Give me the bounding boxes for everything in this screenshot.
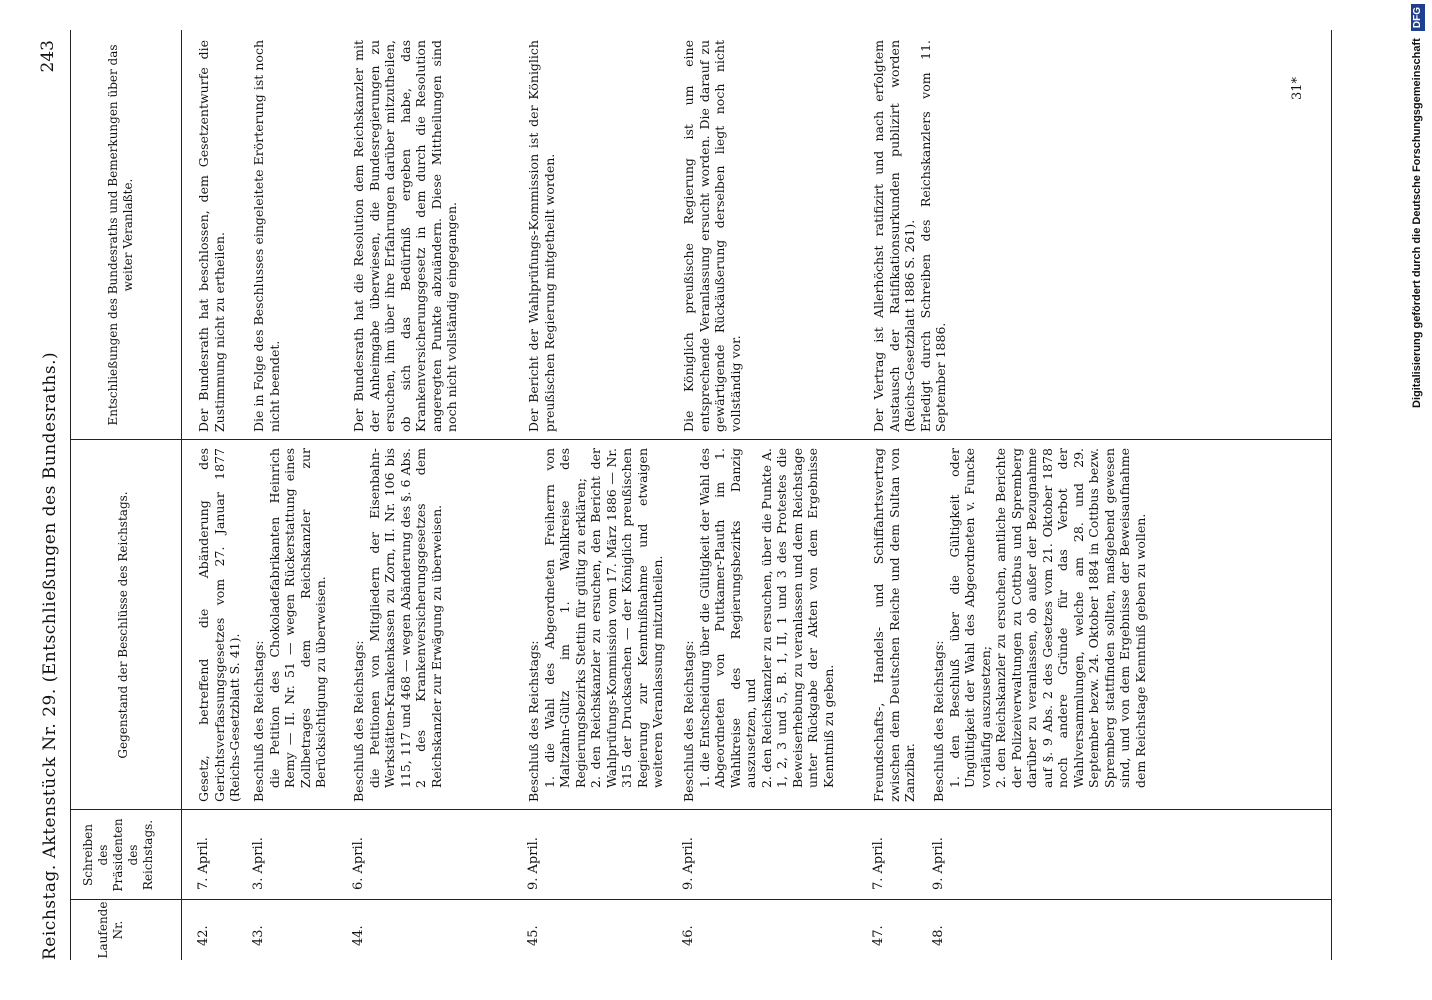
dfg-logo: DFG: [1411, 4, 1425, 31]
page-number: 243: [38, 40, 58, 73]
subject-paragraph: Gesetz, betreffend die Abänderung des Gerichtsverfassungsgesetzes vom 27. Januar 1877 (Reichs-Gesetzblatt S. 41).: [196, 448, 242, 802]
row-resolution: [526, 40, 557, 432]
row-date: 6. April.: [351, 837, 366, 890]
col-header-subject: Gegenstand der Beschlüsse des Reichstags.: [116, 491, 130, 759]
page-header: [20, 40, 70, 960]
row-number: 42.: [196, 925, 211, 946]
col-header-date: Schreiben des Präsidenten des Reichstags.: [81, 818, 155, 892]
subject-paragraph: 2. den Reichskanzler zu ersuchen, den Bericht der Wahlprüfungs-Kommission vom 17. März 1886 — Nr. 315 der Drucksachen — der Königlich preußischen Regierung zur Kenntnißnahme und etwaigen weiteren Veranlassung mitzutheilen.: [588, 448, 665, 788]
row-date: 9. April.: [681, 837, 696, 890]
header-rule: [181, 30, 182, 960]
col-header-num: Laufende Nr.: [96, 901, 125, 959]
row-number: 45.: [526, 925, 541, 946]
resolution-paragraph: Die Königlich preußische Regierung ist um eine entsprechende Veranlassung ersucht worden. Die darauf zu gewärtigende Rückäußerung derselben liegt noch nicht vollständig vor.: [681, 40, 743, 432]
subject-paragraph: Freundschafts-, Handels- und Schiffahrtsvertrag zwischen dem Deutschen Reiche und dem Sultan von Zanzibar.: [871, 448, 917, 802]
row-resolution: [351, 40, 460, 432]
row-subject: [351, 448, 444, 802]
row-resolution: [871, 40, 949, 432]
row-subject: [251, 448, 329, 802]
subject-paragraph: Beschluß des Reichstags:: [526, 640, 541, 802]
row-number: 47.: [871, 925, 886, 946]
column-rule: [71, 439, 1331, 440]
resolution-paragraph: Der Vertrag ist Allerhöchst ratifizirt und nach erfolgtem Austausch der Ratifikationsurkunden publizirt worden (Reichs-Gesetzblatt 1886 S. 261).: [871, 40, 917, 432]
subject-paragraph: 1. die Entscheidung über die Gültigkeit der Wahl des Abgeordneten von Puttkamer-Plauth im 1. Wahlkreise des Regierungsbezirks Danzig auszusetzen, und: [696, 448, 758, 788]
subject-paragraph: Beschluß des Reichstags:: [351, 640, 366, 802]
row-date: 9. April.: [931, 837, 946, 890]
resolution-paragraph: Der Bundesrath hat die Resolution dem Reichskanzler mit der Anheimgabe überwiesen, die Bundesregierungen zu ersuchen, ihm über ihre Erfahrungen darüber mitzutheilen, ob sich das Bedürfniß ergeben habe, das Krankenversicherungsgesetz in dem durch die Resolution angeregten Punkte abzuändern. Diese Mittheilungen sind noch nicht vollständig eingegangen.: [351, 40, 459, 432]
sidebar-text: Digitalisierung gefördert durch die Deutsche Forschungsgemeinschaft: [1411, 38, 1423, 408]
subject-paragraph: 1. die Wahl des Abgeordneten Freiherrn von Maltzahn-Gültz im 1. Wahlkreise des Regierungsbezirks Stettin für gültig zu erklären;: [541, 448, 588, 788]
row-number: 44.: [351, 925, 366, 946]
resolution-paragraph: Der Bundesrath hat beschlossen, dem Gesetzentwurfe die Zustimmung nicht zu ertheilen.: [196, 40, 227, 432]
row-subject: [681, 448, 836, 802]
digitization-sidebar: [1406, 0, 1428, 1000]
row-date: 3. April.: [251, 837, 266, 890]
row-number: 46.: [681, 925, 696, 946]
row-subject: [526, 448, 666, 802]
running-title: Reichstag. Aktenstück Nr. 29. (Entschließungen des Bundesraths.): [40, 351, 60, 960]
row-date: 7. April.: [196, 837, 211, 890]
row-number: 43.: [251, 925, 266, 946]
subject-paragraph: 2. den Reichskanzler zu ersuchen, amtliche Berichte der Polizeiverwaltungen zu Cottbus und Spremberg darüber zu veranlassen, ob außer der Bezugnahme auf §. 9 Abs. 2 des Gesetzes vom 21. Oktober 1878 noch andere Gründe für das Verbot der Wahlversammlungen, welche am 28. und 29. September bezw. 24. Oktober 1884 in Cottbus bezw. Spremberg stattfinden sollten, maßgebend gewesen sind, und von dem Ergebnisse der Beweisaufnahme dem Reichstage Kenntniß geben zu wollen.: [993, 448, 1148, 788]
subject-paragraph: 1. den Beschluß über die Gültigkeit oder Ungültigkeit der Wahl des Abgeordneten v. Funcke vorläufig auszusetzen;: [946, 448, 993, 788]
column-rule: [71, 809, 1331, 810]
row-resolution: [251, 40, 282, 432]
row-date: 9. April.: [526, 837, 541, 890]
subject-paragraph: die Petitionen von Mitgliedern der Eisenbahn-Werkstätten-Krankenkassen zu Zorn, II. Nr. 106 bis 115, 117 und 468 — wegen Abänderung des §. 6 Abs. 2 des Krankenversicherungsgesetzes dem Reichskanzler zur Erwägung zu überweisen.: [366, 448, 444, 788]
row-subject: [196, 448, 243, 802]
subject-paragraph: Beschluß des Reichstags:: [681, 640, 696, 802]
resolution-paragraph: Erledigt durch Schreiben des Reichskanzlers vom 11. September 1886.: [917, 40, 948, 432]
resolution-paragraph: Der Bericht der Wahlprüfungs-Kommission ist der Königlich preußischen Regierung mitgetheilt worden.: [526, 40, 557, 432]
subject-paragraph: 2. den Reichskanzler zu ersuchen, über die Punkte A. 1, 2, 3 und 5, B. 1, II, 1 und 3 des Protestes die Beweiserhebung zu veranlassen und dem Reichstage unter Rückgabe der Akten von dem Ergebnisse Kenntniß zu geben.: [758, 448, 836, 788]
subject-paragraph: Beschluß des Reichstags:: [251, 640, 266, 802]
signature-mark: 31*: [1290, 76, 1305, 100]
column-rule: [71, 899, 1331, 900]
row-number: 48.: [931, 925, 946, 946]
row-resolution: [196, 40, 227, 432]
row-resolution: [681, 40, 743, 432]
row-subject: [931, 448, 1148, 802]
subject-paragraph: die Petition des Chokoladefabrikanten Heinrich Remy — II. Nr. 51 — wegen Rückerstattung eines Zollbetrages dem Reichskanzler zur Berücksichtigung zu überweisen.: [266, 448, 328, 788]
row-date: 7. April.: [871, 837, 886, 890]
resolution-paragraph: Die in Folge des Beschlusses eingeleitete Erörterung ist noch nicht beendet.: [251, 40, 282, 432]
row-subject: [871, 448, 918, 802]
col-header-resolution: Entschließungen des Bundesraths und Bemerkungen über das weiter Veranlaßte.: [106, 44, 135, 426]
subject-paragraph: Beschluß des Reichstags:: [931, 640, 946, 802]
resolutions-table: [70, 30, 1332, 960]
